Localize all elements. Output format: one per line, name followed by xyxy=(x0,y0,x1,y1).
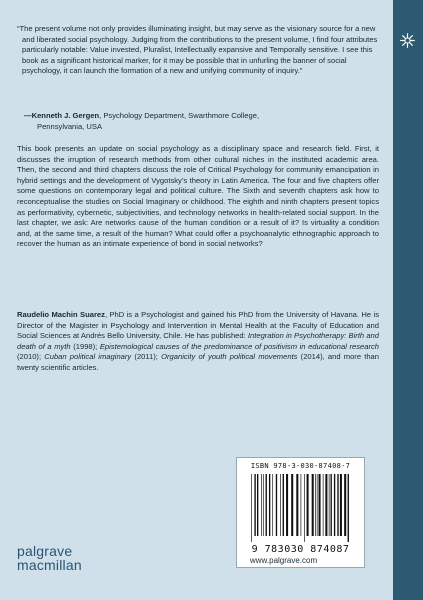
author-name: Raudelio Machin Suarez xyxy=(17,310,105,319)
publication-title: Cuban political imaginary xyxy=(44,352,132,362)
publisher-logo xyxy=(17,544,82,572)
quote-attribution xyxy=(24,111,386,132)
palgrave-logo-icon xyxy=(399,32,416,49)
isbn-barcode-box xyxy=(236,457,365,568)
author-intro: , PhD is a Psychologist and gained his PhD from the University of Havana. He is Director of the Magister in Psychology and Intervention in Mental Health at the Faculty of Education and Social Sciences at Andrés Bello University, Chile. He has published: xyxy=(17,310,379,341)
publication-title: Integration in Psychotherapy: Birth and death of a myth xyxy=(17,331,379,351)
publisher-name-line1: palgrave xyxy=(17,543,73,559)
publisher-name-line2: macmillan xyxy=(17,557,82,573)
book-description: This book presents an update on social psychology as a disciplinary space and research field. First, it discusses the irruption of research methods from other cultural niches in the instituted academic area. Then, the second and third chapters discuss the role of Critical Psychology for community emancipation in hybrid settings and the development of Vygotsky’s theory in Latin America. The four and five chapters offer some questions on contemporary legal and political culture. The Sixth and seventh chapters ask how to reconceptualise the studies on Social Imaginary or childhood. The eighth and ninth chapters present topics as performativity, cybernetic, subjectivities, and technology networks in health-related social support. In the last chapter, we ask: Are networks cause of the human condition or a result of it? Is virtuality a condition and, at the same time, a result of the human? What could offer a psychoanalytic ethnographic approach to recover the human as an intimate experience of bond in social networks? xyxy=(17,144,379,249)
endorsement-quote xyxy=(17,24,379,77)
barcode xyxy=(251,474,351,542)
publication-year: (2011); xyxy=(131,352,162,362)
quote-author-location: Pennsylvania, USA xyxy=(37,121,103,131)
publisher-website: www.palgrave.com xyxy=(250,556,318,565)
quote-text: “The present volume not only provides illuminating insight, but may serve as the visionary source for a new and liberated social psychology. Judging from the contributions to the present volume, I find four attributes particularly notable: Value invested, Pluralist, Intellectually expansive and Temporally sensitive. I see this book as a significant historical marker, for it may be possible that in unfurling the banner of social psychology, it can launch the formation of a new and unifying community of inquiry.” xyxy=(17,24,378,76)
spine-strip xyxy=(393,0,423,600)
publication-title: Organicity of youth political movements xyxy=(161,352,298,362)
publication-title: Epistemological causes of the predominance of positivism in educational research xyxy=(99,341,380,351)
publication-year: (2014), and more than twenty scientific articles. xyxy=(17,352,380,372)
publication-year: (2010); xyxy=(17,352,45,362)
author-bio xyxy=(17,310,379,374)
quote-author-role: , Psychology Department, Swarthmore College, xyxy=(99,111,260,120)
isbn-label: ISBN 978-3-030-87408-7 xyxy=(250,462,351,470)
ean-digits: 9 783030 874087 xyxy=(251,544,350,555)
quote-author: —Kenneth J. Gergen xyxy=(24,111,100,120)
publication-year: (1998); xyxy=(70,341,100,351)
